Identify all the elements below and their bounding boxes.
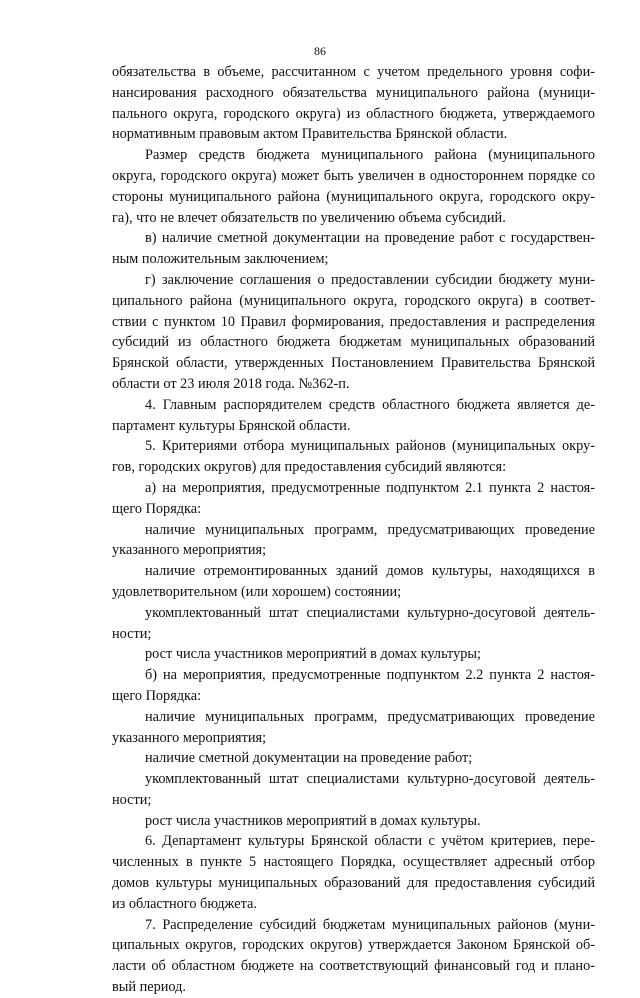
text-line: пального округа, городского округа) из областного бюджета, утверждаемого: [112, 105, 595, 122]
document-body: [112, 62, 595, 998]
text-line: ным положительным заключением;: [112, 251, 329, 268]
text-line: нормативным правовым актом Правительства Брянской области.: [112, 126, 508, 143]
text-line: нансирования расходного обязательства муниципального района (муници-: [112, 84, 595, 101]
text-line: удовлетворительном (или хорошем) состоянии;: [112, 583, 402, 600]
text-line: щего Порядка:: [112, 500, 202, 517]
text-line: домов культуры муниципальных образований для предоставления субсидий: [112, 875, 595, 892]
text-line: рост числа участников мероприятий в домах культуры.: [145, 812, 481, 829]
text-line: б) на мероприятия, предусмотренные подпунктом 2.2 пункта 2 настоя-: [145, 667, 595, 684]
text-line: ности;: [112, 625, 152, 642]
text-line: округа, городского округа) может быть увеличен в одностороннем порядке со: [112, 167, 595, 184]
text-line: области от 23 июля 2018 года. №362-п.: [112, 375, 350, 392]
text-line: 7. Распределение субсидий бюджетам муниципальных районов (муни-: [145, 916, 595, 933]
page-number: 86: [314, 44, 326, 58]
text-line: гов, городских округов) для предоставления субсидий являются:: [112, 459, 507, 476]
text-line: вый период.: [112, 979, 186, 996]
text-line: 4. Главным распорядителем средств областного бюджета является де-: [145, 396, 595, 413]
text-line: а) на мероприятия, предусмотренные подпунктом 2.1 пункта 2 настоя-: [145, 479, 595, 496]
text-line: партамент культуры Брянской области.: [112, 417, 351, 434]
text-line: ципального района (муниципального округа, городского округа) в соответ-: [112, 292, 595, 309]
text-line: ципальных округов, городских округов) утверждается Законом Брянской об-: [112, 937, 595, 954]
text-line: 5. Критериями отбора муниципальных районов (муниципальных окру-: [145, 438, 595, 455]
text-line: наличие муниципальных программ, предусматривающих проведение: [145, 521, 595, 538]
text-line: ствии с пунктом 10 Правил формирования, предоставления и распределения: [112, 313, 595, 330]
text-line: 6. Департамент культуры Брянской области с учётом критериев, пере-: [145, 833, 595, 850]
text-line: рост числа участников мероприятий в домах культуры;: [145, 646, 481, 663]
text-line: из областного бюджета.: [112, 895, 257, 912]
text-line: га), что не влечет обязательств по увеличению объема субсидий.: [112, 209, 506, 226]
text-line: стороны муниципального района (муниципального округа, городского окру-: [112, 188, 595, 205]
text-line: наличие отремонтированных зданий домов культуры, находящихся в: [145, 563, 595, 580]
text-line: Размер средств бюджета муниципального района (муниципального: [145, 147, 595, 164]
text-line: субсидий из областного бюджета бюджетам муниципальных образований: [112, 334, 595, 351]
text-line: укомплектованный штат специалистами культурно-досуговой деятель-: [145, 604, 595, 621]
text-line: Брянской области, утвержденных Постановлением Правительства Брянской: [112, 355, 595, 372]
text-line: наличие сметной документации на проведение работ;: [145, 750, 473, 767]
text-line: наличие муниципальных программ, предусматривающих проведение: [145, 708, 595, 725]
text-line: укомплектованный штат специалистами культурно-досуговой деятель-: [145, 771, 595, 788]
text-line: в) наличие сметной документации на проведение работ с государствен-: [145, 230, 595, 247]
text-line: ности;: [112, 791, 152, 808]
text-line: щего Порядка:: [112, 687, 202, 704]
text-line: численных в пункте 5 настоящего Порядка, осуществляет адресный отбор: [112, 854, 595, 871]
text-line: г) заключение соглашения о предоставлении субсидии бюджету муни-: [145, 271, 595, 288]
text-line: обязательства в объеме, рассчитанном с учетом предельного уровня софи-: [112, 64, 595, 80]
text-line: ласти об областном бюджете на соответствующий финансовый год и плано-: [112, 958, 595, 975]
text-line: указанного мероприятия;: [112, 729, 267, 746]
text-line: указанного мероприятия;: [112, 542, 267, 559]
